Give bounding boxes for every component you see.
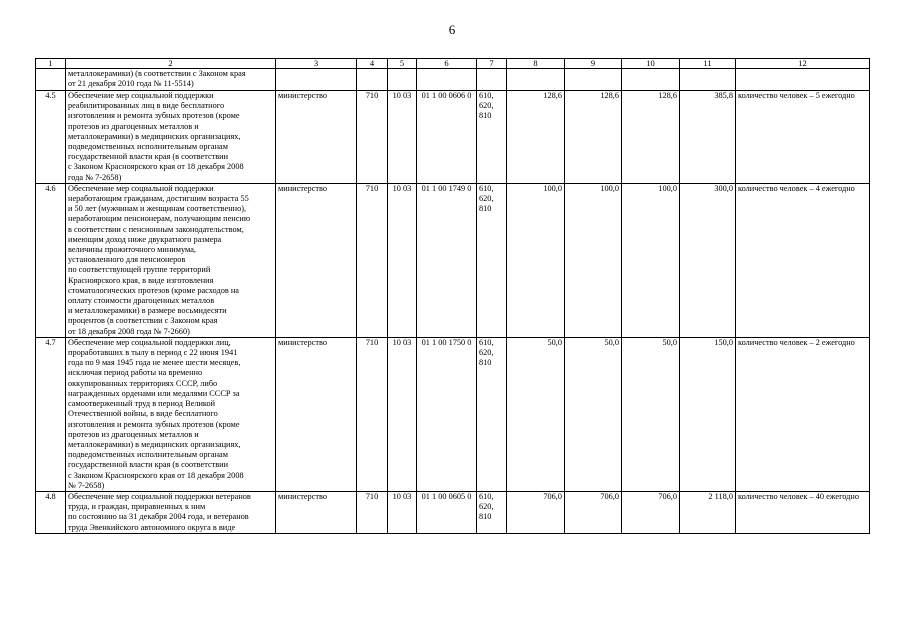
column-header: 4 bbox=[357, 59, 388, 69]
vr-line: 810 bbox=[479, 358, 492, 368]
grbs-code: 710 bbox=[357, 91, 388, 184]
vr-line: 620, bbox=[479, 101, 494, 111]
amount-year-3: 50,0 bbox=[622, 337, 680, 491]
measure-description bbox=[66, 337, 276, 491]
description-line: с Законом Красноярского края от 18 декабря 2008 bbox=[68, 470, 244, 480]
vr-code bbox=[477, 91, 507, 184]
description-line: оккупированных территориях СССР, либо bbox=[68, 378, 218, 388]
executor: министерство bbox=[276, 183, 357, 337]
column-header: 2 bbox=[66, 59, 276, 69]
description-line: реабилитированных лиц в виде бесплатного bbox=[68, 101, 225, 111]
amount-year-2: 100,0 bbox=[565, 183, 622, 337]
rzpr-code: 10 03 bbox=[388, 183, 417, 337]
description-line: металлокерамики) в медицинских организациях, bbox=[68, 439, 241, 449]
description-line: протезов из драгоценных металлов и bbox=[68, 429, 199, 439]
table-row bbox=[36, 491, 870, 533]
description-line: изготовления и ремонта зубных протезов (кроме bbox=[68, 111, 240, 121]
description-line: проработавших в тылу в период с 22 июня 1941 bbox=[68, 348, 238, 358]
header-row bbox=[36, 59, 870, 69]
amount-year-2: 706,0 bbox=[565, 491, 622, 533]
description-line: и 50 лет (мужчинам и женщинам соответственно), bbox=[68, 204, 247, 214]
description-line: Обеспечение мер социальной поддержки ветеранов bbox=[68, 491, 251, 501]
description-line: по состоянию на 31 декабря 2004 года, и ветеранов bbox=[68, 512, 249, 522]
description-line: неработающим гражданам, достигшим возраста 55 bbox=[68, 194, 249, 204]
vr-line: 610, bbox=[479, 491, 494, 501]
description-line: труда, и граждан, приравненных к ним bbox=[68, 502, 206, 512]
row-number: 4.6 bbox=[36, 183, 66, 337]
vr-line: 610, bbox=[479, 337, 494, 347]
description-line: № 7-2658) bbox=[68, 480, 105, 490]
vr-line: 620, bbox=[479, 194, 494, 204]
column-header: 1 bbox=[36, 59, 66, 69]
description-line: года № 7-2658) bbox=[68, 172, 122, 182]
description-line: стоматологических протезов (кроме расходов на bbox=[68, 285, 239, 295]
amount-total: 300,0 bbox=[680, 183, 736, 337]
description-line: неработающим пенсионерам, получающим пенсию bbox=[68, 214, 251, 224]
vr-line: 620, bbox=[479, 502, 494, 512]
description-line: оплату стоимости драгоценных металлов bbox=[68, 296, 215, 306]
vr-line: 810 bbox=[479, 512, 492, 522]
description-line: Обеспечение мер социальной поддержки bbox=[68, 91, 214, 100]
continuation-text: металлокерамики) (в соответствии с Законом края от 21 декабря 2010 года № 11-5514) bbox=[66, 69, 276, 91]
description-line: с Законом Красноярского края от 18 декабря 2008 bbox=[68, 162, 244, 172]
continuation-row bbox=[36, 69, 870, 91]
row-number: 4.8 bbox=[36, 491, 66, 533]
description-line: года по 9 мая 1945 года не менее шести месяцев, bbox=[68, 358, 241, 368]
row-number: 4.7 bbox=[36, 337, 66, 491]
column-header: 7 bbox=[477, 59, 507, 69]
column-header: 12 bbox=[736, 59, 870, 69]
description-line: от 18 декабря 2008 года № 7-2660) bbox=[68, 326, 190, 336]
executor: министерство bbox=[276, 337, 357, 491]
description-line: Обеспечение мер социальной поддержки лиц, bbox=[68, 337, 231, 347]
description-line: в соответствии с пенсионным законодательством, bbox=[68, 224, 244, 234]
description-line: исключая период работы на временно bbox=[68, 368, 203, 378]
column-header: 3 bbox=[276, 59, 357, 69]
csr-code: 01 1 00 1750 0 bbox=[417, 337, 477, 491]
vr-code bbox=[477, 337, 507, 491]
description-line: самоотверженный труд в период Великой bbox=[68, 399, 216, 409]
description-line: Красноярского края, в виде изготовления bbox=[68, 275, 214, 285]
amount-year-3: 100,0 bbox=[622, 183, 680, 337]
description-line: подведомственных исполнительным органам bbox=[68, 450, 228, 460]
rzpr-code: 10 03 bbox=[388, 91, 417, 184]
amount-year-3: 706,0 bbox=[622, 491, 680, 533]
amount-year-1: 100,0 bbox=[507, 183, 565, 337]
executor: министерство bbox=[276, 91, 357, 184]
vr-line: 610, bbox=[479, 91, 494, 100]
table-row bbox=[36, 337, 870, 491]
vr-line: 610, bbox=[479, 183, 494, 193]
description-line: награжденных орденами или медалями СССР за bbox=[68, 388, 240, 398]
vr-line: 810 bbox=[479, 204, 492, 214]
description-line: и металлокерамики) в размере восьмидесяти bbox=[68, 306, 227, 316]
grbs-code: 710 bbox=[357, 183, 388, 337]
expected-result: количество человек – 4 ежегодно bbox=[736, 183, 870, 337]
column-header: 6 bbox=[417, 59, 477, 69]
description-line: Отечественной войны, в виде бесплатного bbox=[68, 409, 218, 419]
csr-code: 01 1 00 1749 0 bbox=[417, 183, 477, 337]
csr-code: 01 1 00 0605 0 bbox=[417, 491, 477, 533]
amount-total: 150,0 bbox=[680, 337, 736, 491]
amount-year-1: 128,6 bbox=[507, 91, 565, 184]
csr-code: 01 1 00 0606 0 bbox=[417, 91, 477, 184]
description-line: величины прожиточного минимума, bbox=[68, 245, 196, 255]
description-line: имеющим доход ниже двукратного размера bbox=[68, 234, 222, 244]
rzpr-code: 10 03 bbox=[388, 337, 417, 491]
row-number: 4.5 bbox=[36, 91, 66, 184]
measures-table bbox=[35, 58, 870, 534]
vr-line: 620, bbox=[479, 348, 494, 358]
description-line: труда Эвенкийского автономного округа в виде bbox=[68, 522, 236, 532]
measure-description bbox=[66, 491, 276, 533]
description-line: металлокерамики) в медицинских организациях, bbox=[68, 131, 241, 141]
table-row bbox=[36, 183, 870, 337]
description-line: по соответствующей группе территорий bbox=[68, 265, 211, 275]
amount-total: 385,8 bbox=[680, 91, 736, 184]
description-line: изготовления и ремонта зубных протезов (кроме bbox=[68, 419, 240, 429]
vr-code bbox=[477, 183, 507, 337]
amount-total: 2 118,0 bbox=[680, 491, 736, 533]
column-header: 11 bbox=[680, 59, 736, 69]
expected-result: количество человек – 40 ежегодно bbox=[736, 491, 870, 533]
description-line: установленного для пенсионеров bbox=[68, 255, 186, 265]
amount-year-2: 128,6 bbox=[565, 91, 622, 184]
description-line: процентов (в соответствии с Законом края bbox=[68, 316, 218, 326]
grbs-code: 710 bbox=[357, 491, 388, 533]
page-number: 6 bbox=[448, 22, 456, 37]
column-header: 9 bbox=[565, 59, 622, 69]
description-line: подведомственных исполнительным органам bbox=[68, 142, 228, 152]
executor: министерство bbox=[276, 491, 357, 533]
measure-description bbox=[66, 183, 276, 337]
grbs-code: 710 bbox=[357, 337, 388, 491]
description-line: государственной власти края (в соответствии bbox=[68, 460, 229, 470]
description-line: государственной власти края (в соответствии bbox=[68, 152, 229, 162]
table-row bbox=[36, 91, 870, 184]
table-body bbox=[36, 91, 870, 534]
rzpr-code: 10 03 bbox=[388, 491, 417, 533]
amount-year-1: 706,0 bbox=[507, 491, 565, 533]
amount-year-3: 128,6 bbox=[622, 91, 680, 184]
expected-result: количество человек – 2 ежегодно bbox=[736, 337, 870, 491]
measure-description bbox=[66, 91, 276, 184]
description-line: Обеспечение мер социальной поддержки bbox=[68, 183, 214, 193]
vr-code bbox=[477, 491, 507, 533]
amount-year-1: 50,0 bbox=[507, 337, 565, 491]
expected-result: количество человек – 5 ежегодно bbox=[736, 91, 870, 184]
column-header: 8 bbox=[507, 59, 565, 69]
amount-year-2: 50,0 bbox=[565, 337, 622, 491]
column-header: 10 bbox=[622, 59, 680, 69]
description-line: протезов из драгоценных металлов и bbox=[68, 121, 199, 131]
vr-line: 810 bbox=[479, 111, 492, 121]
column-header: 5 bbox=[388, 59, 417, 69]
